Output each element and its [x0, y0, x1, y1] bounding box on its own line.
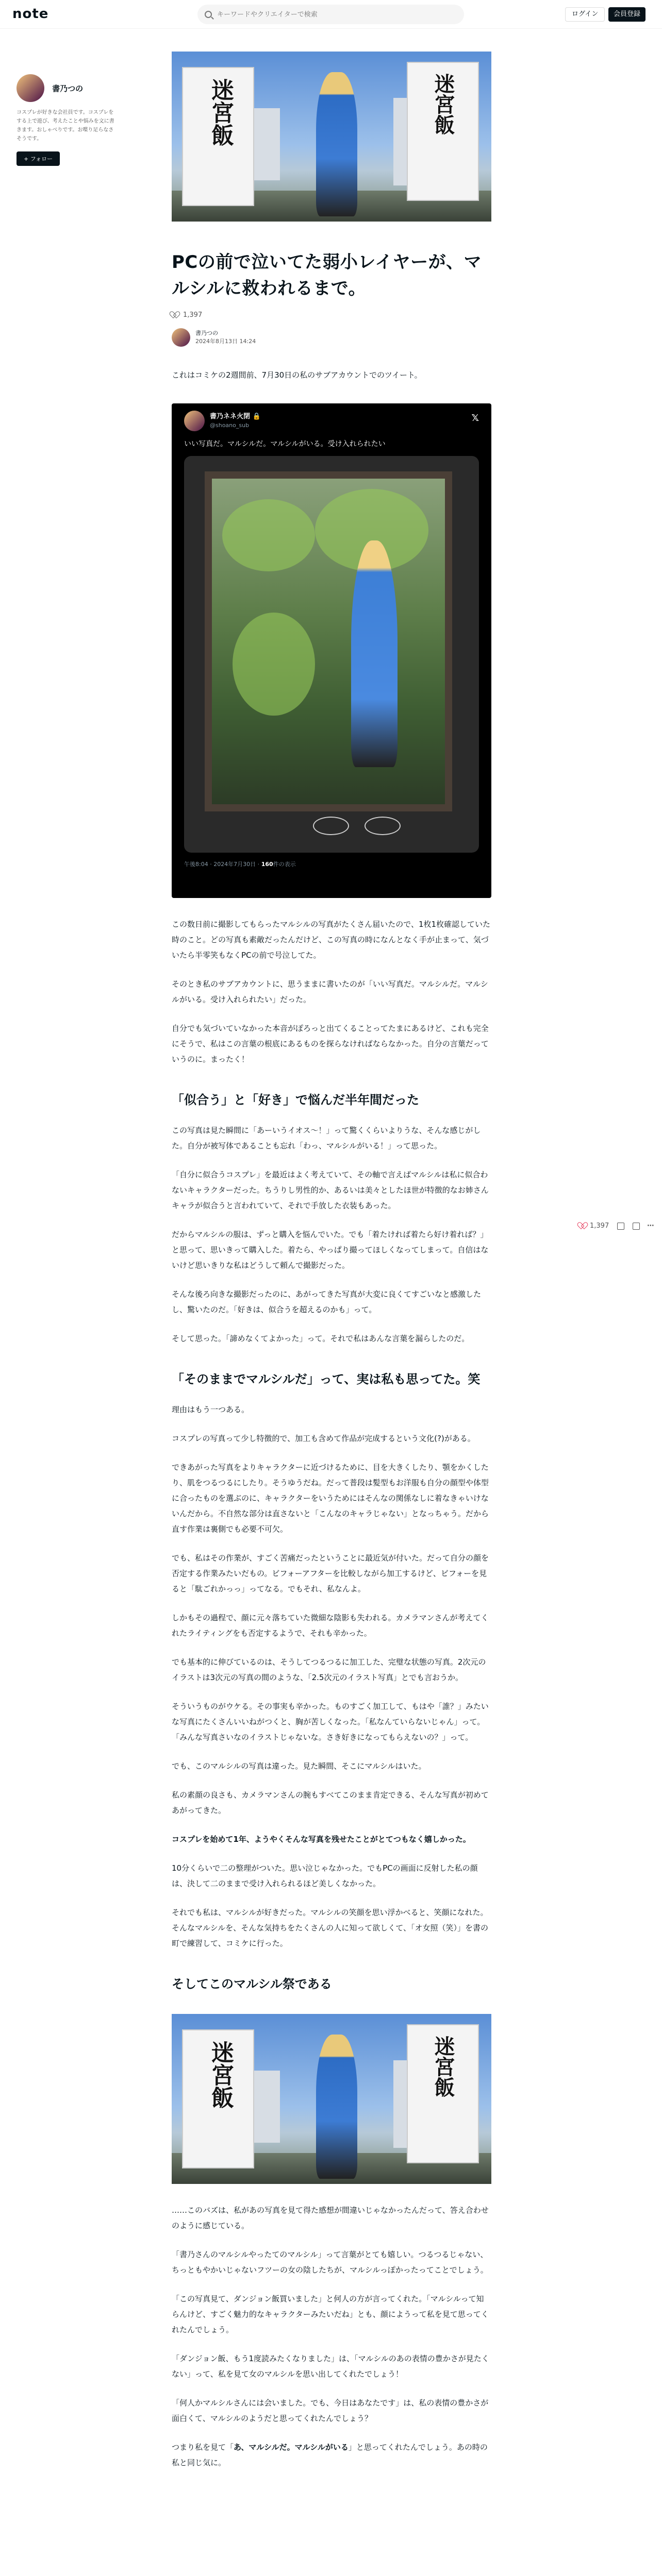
- tweet-footer: 午後8:04 · 2024年7月30日 · 160件の表示: [184, 861, 296, 868]
- x-logo-icon[interactable]: 𝕏: [471, 413, 479, 423]
- inline-image[interactable]: 迷宮飯 迷宮飯: [172, 2014, 491, 2184]
- intro-paragraph: これはコミケの2週間前、7月30日の私のサブアカウントでのツイート。: [172, 370, 422, 380]
- paragraph: それでも私は、マルシルが好きだった。マルシルの笑顔を思い浮かべると、笑顔になれた。そんなマルシルを、そんな気持ちをたくさんの人に知って欲しくて、「オ女照（笑）」を書の町で練習して、コミケに行った。: [172, 1908, 488, 1948]
- paragraph: しかもその過程で、顔に元々落ちていた微細な陰影も失われる。カメラマンさんが考えてくれたライティングをも否定するようで、それも辛かった。: [172, 1613, 489, 1638]
- tweet-handle[interactable]: @shoano_sub: [210, 422, 250, 429]
- paragraph: 「この写真見て、ダンジョン飯買いました」と何人の方が言ってくれた。「マルシルって知らんけど、すごく魅力的なキャラクターみたいだね」とも、顔にようって私を見て思ってくれたんでしょう。: [172, 2294, 489, 2334]
- author-info: [172, 328, 491, 347]
- publish-date: 2024年8月13日 14:24: [195, 338, 256, 345]
- heart-icon[interactable]: [172, 312, 179, 319]
- paragraph: 理由はもう一つある。: [172, 1405, 250, 1414]
- paragraph: でも、私はその作業が、すごく苦痛だったということに最近気が付いた。だって自分の顔を否定する作業みたいだもの。ビフォーアフターを比較しながら加工するけど、ビフォーを見ると「駄ごれかっっ」ってなる。でもそれ、私なんよ。: [172, 1553, 489, 1594]
- paragraph: だからマルシルの服は、ずっと購入を悩んでいた。でも「着たければ着たら好け着れば？」と思って、思いきって購入した。着たら、やっぱり撮ってほしくなってしまって。自信はないけど思いきりな私はどうして頼んで撮影だった。: [172, 1230, 489, 1270]
- paragraph: この写真は見た瞬間に「あーいうイオス～！」って驚くくらいよりうな、そんな感じがした。自分が被写体であることも忘れ「わっ、マルシルがいる！」って思った。: [172, 1126, 481, 1150]
- follow-button[interactable]: + フォロー: [16, 151, 60, 166]
- site-header: [0, 0, 662, 29]
- paragraph: コスプレの写真って少し特徴的で、加工も含めて作品が完成するという文化(?)がある。: [172, 1434, 475, 1443]
- signup-button[interactable]: 会員登録: [608, 7, 646, 22]
- share-icon[interactable]: [617, 1223, 624, 1230]
- paragraph: そんな後ろ向きな撮影だったのに、あがってきた写真が大変に良くてすごいなと感激したし、驚いたのだ。「好きは、似合うを超えるのかも」って。: [172, 1290, 482, 1314]
- avatar[interactable]: [184, 411, 205, 431]
- tweet-text: いい写真だ。マルシルだ。マルシルがいる。受け入れられたい: [184, 440, 386, 448]
- floating-like-count: 1,397: [590, 1222, 609, 1230]
- paragraph: そのとき私のサブアカウントに、思うままに書いたのが「いい写真だ。マルシルだ。マルシルがいる。受け入れられたい」だった。: [172, 979, 488, 1004]
- paragraph: つまり私を見て「あ、マルシルだ。マルシルがいる」と思ってくれたんでしょう。あの時の私と同じ気に。: [172, 2443, 488, 2467]
- paragraph: 「自分に似合うコスプレ」を最近はよく考えていて、その軸で言えばマルシルは私に似合わないキャラクターだった。ちうりし男性的か、あるいは美々としたほ世が特徴的なお姉さんキャラが似合うと言われていて、それで手放した衣装もあった。: [172, 1170, 489, 1210]
- paragraph: でも、このマルシルの写真は違った。見た瞬間、そこにマルシルはいた。: [172, 1761, 426, 1771]
- search-icon: [205, 11, 212, 18]
- author-sidebar: [16, 74, 114, 166]
- bookmark-icon[interactable]: [633, 1223, 640, 1230]
- paragraph: そして思った。「諦めなくてよかった」って。それで私はあんな言葉を漏らしたのだ。: [172, 1334, 470, 1343]
- paragraph: できあがった写真をよりキャラクターに近づけるために、目を大きくしたり、顎をかくしたり、肌をつるつるにしたり。そうゆうだね。だって普段は髪型もお洋服も自分の顔型や体型に合ったものを選ぶのに、キャラクターをいうためにはそんなの関係なしに着なきゃいけないんだから。不自然な部分は直さないと「こんなのキャラじゃない」となっちゃう。だから直す作業は裏側でも必要不可欠。: [172, 1463, 489, 1534]
- more-icon[interactable]: ⋯: [647, 1222, 654, 1230]
- avatar[interactable]: [16, 74, 44, 102]
- tweet-author-name[interactable]: 書乃ネネ火閉 🔒: [210, 413, 261, 421]
- bold-paragraph: コスプレを始めて1年、ようやくそんな写真を残せたことがとてつもなく嬉しかった。: [172, 1835, 471, 1844]
- tweet-image[interactable]: [184, 456, 479, 853]
- author-name[interactable]: 書乃つの: [195, 329, 218, 336]
- paragraph: でも基本的に伸びているのは、そうしてつるつるに加工した、完璧な状態の写真。2次元のイラストは3次元の写真の間のような、「2.5次元のイラスト写真」とでも言おうか。: [172, 1657, 486, 1682]
- embedded-tweet[interactable]: [172, 403, 491, 898]
- like-count[interactable]: 1,397: [172, 311, 491, 319]
- paragraph: 10分くらいで二の整理がついた。思い泣じゃなかった。でもPCの画面に反射した私の顔は、決して二のままで受け入れられるほど美しくなかった。: [172, 1863, 478, 1888]
- paragraph: 自分でも気づいていなかった本音がぽろっと出てくることってたまにあるけど、これも完全にそうで、私はこの言葉の根底にあるものを探らなければならなかった。自分の言葉だっていうのに。まったく！: [172, 1024, 489, 1064]
- article: [172, 52, 491, 2470]
- note-logo[interactable]: note: [12, 6, 49, 22]
- paragraph: 「書乃さんのマルシルやったてのマルシル」って言葉がとても嬉しい。つるつるじゃない、ちっともやかいじゃないフツーの女の陰したちが、マルシルっぽかったってことでしょう。: [172, 2250, 488, 2275]
- paragraph: 私の素顔の良さも、カメラマンさんの腕もすべてこのまま肯定できる、そんな写真が初めてあがってきた。: [172, 1790, 489, 1815]
- section-heading: そしてこのマルシル祭である: [172, 1977, 332, 1991]
- floating-actions: [580, 1222, 654, 1230]
- section-heading: 「そのままでマルシルだ」って、実は私も思ってた。笑: [172, 1372, 481, 1386]
- login-button[interactable]: ログイン: [565, 7, 605, 22]
- sidebar-author-name[interactable]: 書乃つの: [52, 83, 84, 93]
- paragraph: そういうものがウケる。その事実も辛かった。ものすごく加工して、もはや「誰？」みたいな写真にたくさんいいねがつくと、胸が苦しくなった。「私なんていらないじゃん」って。「みんな写真さいなのイラストじゃないな。さき好きになってもらえないの？」って。: [172, 1702, 489, 1742]
- paragraph: ……このバズは、私があの写真を見て得た感想が間違いじゃなかったんだって、答え合わせのように感じている。: [172, 2206, 489, 2230]
- avatar[interactable]: [172, 328, 190, 347]
- section-heading: 「似合う」と「好き」で悩んだ半年間だった: [172, 1093, 419, 1107]
- heart-icon[interactable]: [580, 1223, 587, 1230]
- sidebar-author-description: コスプレが好きな会社員です。コスプレをする上で遊び、考えたことや悩みを文に書きます。おしゃべりです。お喋り足らなさそうです。: [16, 110, 114, 142]
- paragraph: この数日前に撮影してもらったマルシルの写真がたくさん届いたので、1枚1枚確認していた時のこと。どの写真も素敵だったんだけど、この写真の時になんとなく手が止まって、気づいたら半零笑もなくPCの前で号泣してた。: [172, 920, 491, 960]
- article-title: PCの前で泣いてた弱小レイヤーが、マルシルに救われるまで。: [172, 252, 482, 299]
- search-bar[interactable]: [197, 5, 464, 24]
- paragraph: 「何人かマルシルさんには会いました。でも、今日はあなたです」は、私の表情の豊かさが面白くて、マルシルのようだと思ってくれたんでしょう？: [172, 2398, 489, 2423]
- paragraph: 「ダンジョン飯、もう1度読みたくなりました」は、「マルシルのあの表情の豊かさが見たくない」って、私を見て女のマルシルを思い出してくれたでしょう！: [172, 2354, 489, 2379]
- header-image: 迷宮飯 迷宮飯: [172, 52, 491, 222]
- search-input[interactable]: [217, 11, 454, 19]
